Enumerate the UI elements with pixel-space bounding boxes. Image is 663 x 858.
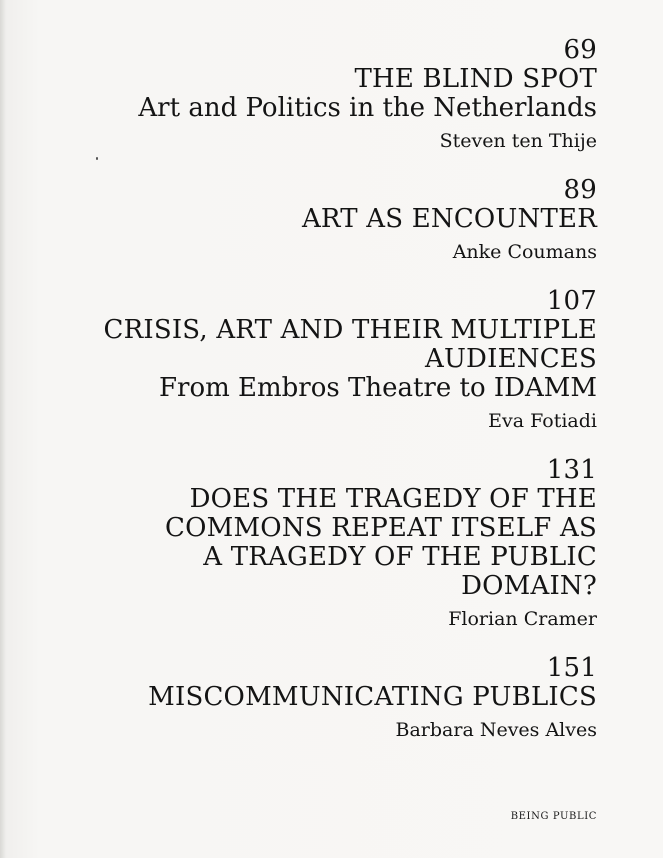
- entry-page-number: 107: [546, 286, 597, 316]
- running-footer: BEING PUBLIC: [510, 811, 597, 822]
- entry-title-line: THE BLIND SPOT: [354, 64, 597, 94]
- entry-title-line: COMMONS REPEAT ITSELF AS: [165, 513, 597, 543]
- toc-entry: [37, 456, 597, 630]
- spine-shadow: [0, 0, 6, 858]
- entry-title: [37, 683, 597, 712]
- entry-page-number: 89: [563, 175, 597, 205]
- entry-title-line: DOMAIN?: [461, 571, 597, 601]
- entry-title-line: ART AS ENCOUNTER: [301, 204, 597, 234]
- entry-subtitle: [37, 94, 597, 123]
- entry-author: Steven ten Thije: [439, 130, 597, 152]
- toc-entry: [37, 176, 597, 263]
- entry-page-number: 151: [546, 653, 597, 683]
- entry-title-line: A TRAGEDY OF THE PUBLIC: [203, 542, 597, 572]
- entry-author: Anke Coumans: [452, 241, 597, 263]
- entry-author: Barbara Neves Alves: [395, 719, 597, 741]
- entry-author: Florian Cramer: [448, 608, 597, 630]
- table-of-contents: [37, 36, 597, 741]
- entry-title-line: MISCOMMUNICATING PUBLICS: [148, 682, 597, 712]
- toc-entry: [37, 654, 597, 741]
- entry-subtitle-line: Art and Politics in the Netherlands: [138, 93, 597, 123]
- entry-author: Eva Fotiadi: [488, 410, 597, 432]
- entry-page-number: 69: [563, 35, 597, 65]
- toc-entry: [37, 287, 597, 432]
- entry-title-line: DOES THE TRAGEDY OF THE: [189, 484, 597, 514]
- entry-title: [37, 205, 597, 234]
- entry-title: [37, 65, 597, 94]
- entry-title: [37, 485, 597, 601]
- toc-entry: [37, 36, 597, 152]
- entry-page-number: 131: [546, 455, 597, 485]
- entry-title-line: CRISIS, ART AND THEIR MULTIPLE: [103, 315, 597, 345]
- entry-title: [37, 316, 597, 374]
- entry-subtitle-line: From Embros Theatre to IDAMM: [158, 373, 597, 403]
- entry-subtitle: [37, 374, 597, 403]
- entry-title-line: AUDIENCES: [424, 344, 597, 374]
